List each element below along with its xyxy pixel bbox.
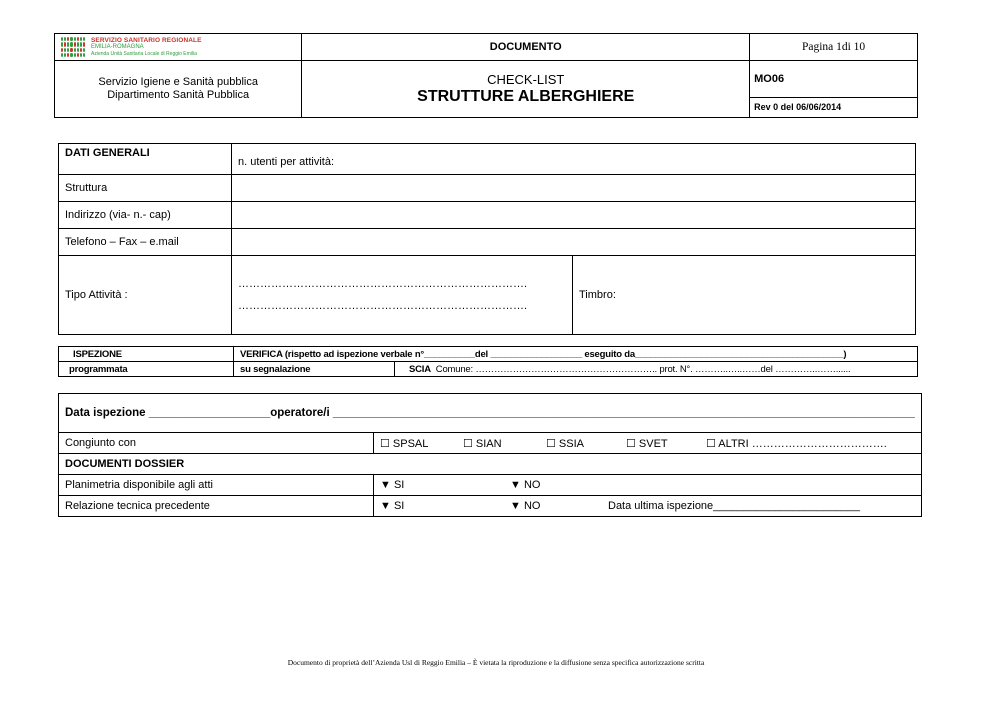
page-number: Pagina 1di 10 [750,34,918,61]
su-segnalazione-label: su segnalazione [234,362,395,377]
document-code: MO06 [750,61,918,98]
indirizzo-field[interactable] [232,202,916,229]
scia-label: SCIA [409,363,431,375]
dati-generali-table [58,143,916,335]
footer-notice: Documento di proprietà dell’Azienda Usl di Reggio Emilia – È vietata la riproduzione e la diffusione senza specifica autorizzazione scritta [287,658,705,667]
checklist-label: CHECK-LIST [487,72,565,87]
ultima-ispezione-field[interactable]: Data ultima ispezione________________________ [608,500,860,512]
timbro-field[interactable]: Timbro: [573,256,916,335]
relazione-no[interactable]: ▼ NO [510,500,541,512]
ausl-logo-icon [61,37,85,57]
ispezione-label: ISPEZIONE [59,347,234,362]
dati-generali-heading: DATI GENERALI [59,144,232,175]
tipo-attivita-field[interactable] [232,256,573,335]
verifica-field[interactable]: VERIFICA (rispetto ad ispezione verbale n°__________del __________________ eseguito da_________________________________________) [234,347,918,362]
revision: Rev 0 del 06/06/2014 [750,97,918,117]
utenti-field[interactable]: n. utenti per attività: [232,144,916,175]
ispezione-table [58,346,918,377]
planimetria-no[interactable]: ▼ NO [510,479,541,491]
struttura-label: Struttura [59,175,232,202]
logo-cell [55,34,302,61]
scia-field[interactable] [395,362,918,377]
dipartimento-text: Dipartimento Sanità Pubblica [107,89,250,101]
congiunto-options [374,433,922,454]
ssia-checkbox[interactable]: ☐ SSIA [546,437,584,450]
logo-line3: Azienda Unità Sanitaria Locale di Reggio Emilia [91,50,197,57]
altri-checkbox[interactable]: ☐ ALTRI ………………………………. [706,437,887,450]
data-ispezione-table [58,393,922,517]
documento-label: DOCUMENTO [302,34,750,61]
data-ispezione-field[interactable]: Data ispezione ___________________operatore/i ___________________________________________________________________________________________ [59,394,922,433]
planimetria-label: Planimetria disponibile agli atti [59,475,374,496]
document-title: STRUTTURE ALBERGHIERE [417,88,635,105]
logo-line1: SERVIZIO SANITARIO REGIONALE [91,36,202,44]
relazione-label: Relazione tecnica precedente [59,496,374,517]
servizio-cell [55,61,302,118]
relazione-si[interactable]: ▼ SI [380,500,405,512]
planimetria-si[interactable]: ▼ SI [380,479,405,491]
telefono-field[interactable] [232,229,916,256]
tipo-attivita-label: Tipo Attività : [59,256,232,335]
relazione-options [374,496,922,517]
congiunto-label: Congiunto con [59,433,374,454]
planimetria-options [374,475,922,496]
tipo-dots-1: ……………………………………………………………………. [238,278,528,290]
struttura-field[interactable] [232,175,916,202]
svet-checkbox[interactable]: ☐ SVET [626,437,668,450]
document-header [54,33,918,118]
sian-checkbox[interactable]: ☐ SIAN [463,437,502,450]
comune-text: Comune: ………………………………………………….. prot. N°. ………..…..……del …………..……...... [435,363,851,375]
title-cell [302,61,750,118]
spsal-checkbox[interactable]: ☐ SPSAL [380,437,429,450]
logo-line2: EMILIA-ROMAGNA [91,43,144,50]
tipo-dots-2: ……………………………………………………………………. [238,300,528,312]
documenti-dossier-heading: DOCUMENTI DOSSIER [59,454,922,475]
indirizzo-label: Indirizzo (via- n.- cap) [59,202,232,229]
programmata-label: programmata [59,362,234,377]
telefono-label: Telefono – Fax – e.mail [59,229,232,256]
servizio-text: Servizio Igiene e Sanità pubblica [98,76,258,88]
